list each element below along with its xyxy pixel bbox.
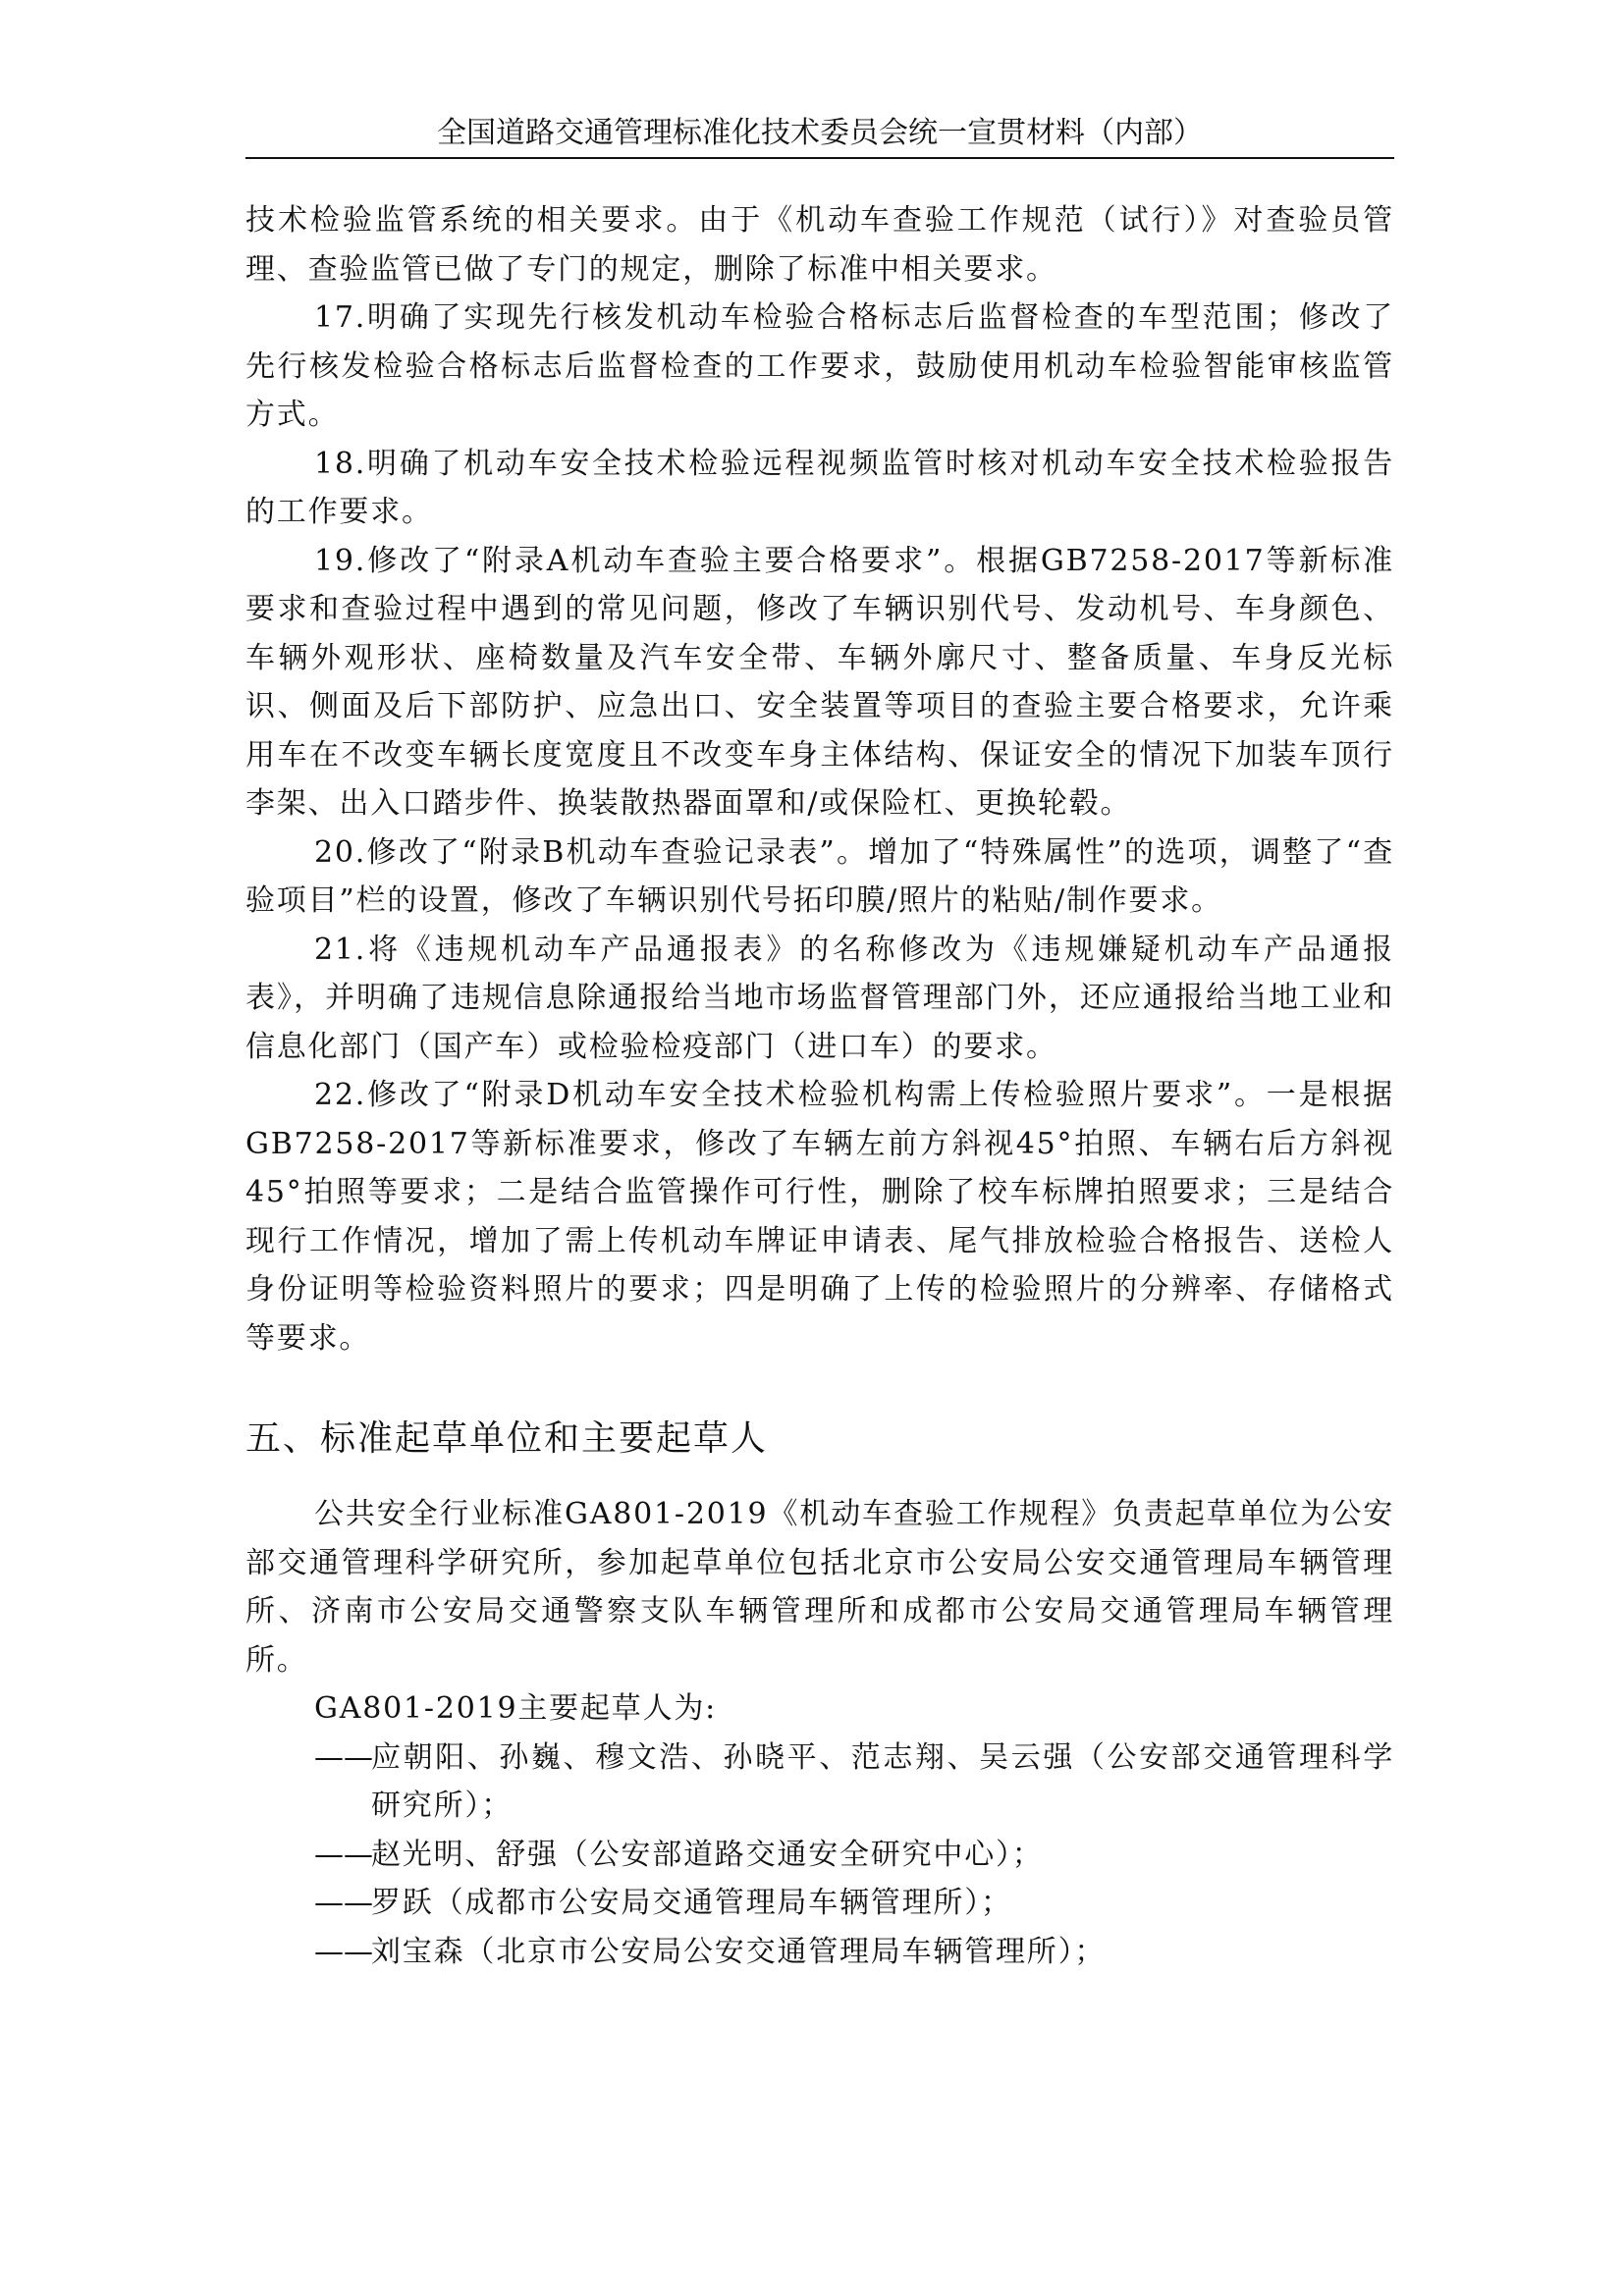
drafter-entry: 罗跃（成都市公安局交通管理局车辆管理所）； — [371, 1886, 1012, 1920]
section-heading: 五、标准起草单位和主要起草人 — [245, 1418, 769, 1459]
dash-marker: —— — [314, 1934, 373, 1969]
drafter-entry: 刘宝森（北京市公安局公安交通管理局车辆管理所）； — [371, 1934, 1107, 1969]
paragraph-drafters-intro: GA801-2019主要起草人为: — [314, 1691, 718, 1726]
drafter-list-item — [314, 1734, 1394, 1831]
paragraph-item-18: 18.明确了机动车安全技术检验远程视频监管时核对机动车安全技术检验报告的工作要求。 — [245, 446, 1394, 529]
paragraph-item-17: 17.明确了实现先行核发机动车检验合格标志后监督检查的车型范围；修改了先行核发检验合格标志后监督检查的工作要求，鼓励使用机动车检验智能审核监管方式。 — [245, 300, 1394, 432]
drafter-entry: 赵光明、舒强（公安部道路交通安全研究中心）； — [371, 1837, 1044, 1872]
drafter-list-item — [314, 1879, 1394, 1928]
document-body — [245, 196, 1394, 1976]
drafter-list-item — [314, 1928, 1394, 1977]
paragraph-item-21: 21.将《违规机动车产品通报表》的名称修改为《违规嫌疑机动车产品通报表》，并明确了违规信息除通报给当地市场监督管理部门外，还应通报给当地工业和信息化部门（国产车）或检验检疫部门（进口车）的要求。 — [245, 932, 1394, 1064]
paragraph-drafting-units: 公共安全行业标准GA801-2019《机动车查验工作规程》负责起草单位为公安部交通管理科学研究所，参加起草单位包括北京市公安局公安交通管理局车辆管理所、济南市公安局交通警察支队车辆管理所和成都市公安局交通管理局车辆管理所。 — [245, 1497, 1394, 1678]
dash-marker: —— — [314, 1886, 373, 1920]
dash-marker: —— — [314, 1837, 373, 1872]
paragraph-item-19: 19.修改了“附录A机动车查验主要合格要求”。根据GB7258-2017等新标准要求和查验过程中遇到的常见问题，修改了车辆识别代号、发动机号、车身颜色、车辆外观形状、座椅数量及汽车安全带、车辆外廓尺寸、整备质量、车身反光标识、侧面及后下部防护、应急出口、安全装置等项目的查验主要合格要求，允许乘用车在不改变车辆长度宽度且不改变车身主体结构、保证安全的情况下加装车顶行李架、出入口踏步件、换装散热器面罩和/或保险杠、更换轮毂。 — [245, 543, 1394, 821]
dash-marker: —— — [314, 1739, 373, 1775]
header-divider — [245, 157, 1394, 159]
paragraph: 技术检验监管系统的相关要求。由于《机动车查验工作规范（试行）》对查验员管理、查验监管已做了专门的规定，删除了标准中相关要求。 — [245, 203, 1394, 287]
paragraph-item-20: 20.修改了“附录B机动车查验记录表”。增加了“特殊属性”的选项，调整了“查验项目”栏的设置，修改了车辆识别代号拓印膜/照片的粘贴/制作要求。 — [245, 834, 1394, 918]
page-header: 全国道路交通管理标准化技术委员会统一宣贯材料（内部） — [437, 116, 1203, 150]
drafter-entry: 应朝阳、孙巍、穆文浩、孙晓平、范志翔、吴云强（公安部交通管理科学研究所）； — [371, 1739, 1394, 1823]
paragraph-item-22: 22.修改了“附录D机动车安全技术检验机构需上传检验照片要求”。一是根据GB7258-2017等新标准要求，修改了车辆左前方斜视45°拍照、车辆右后方斜视45°拍照等要求；二是结合监管操作可行性，删除了校车标牌拍照要求；三是结合现行工作情况，增加了需上传机动车牌证申请表、尾气排放检验合格报告、送检人身份证明等检验资料照片的要求；四是明确了上传的检验照片的分辨率、存储格式等要求。 — [245, 1078, 1394, 1356]
drafter-list-item — [314, 1831, 1394, 1880]
